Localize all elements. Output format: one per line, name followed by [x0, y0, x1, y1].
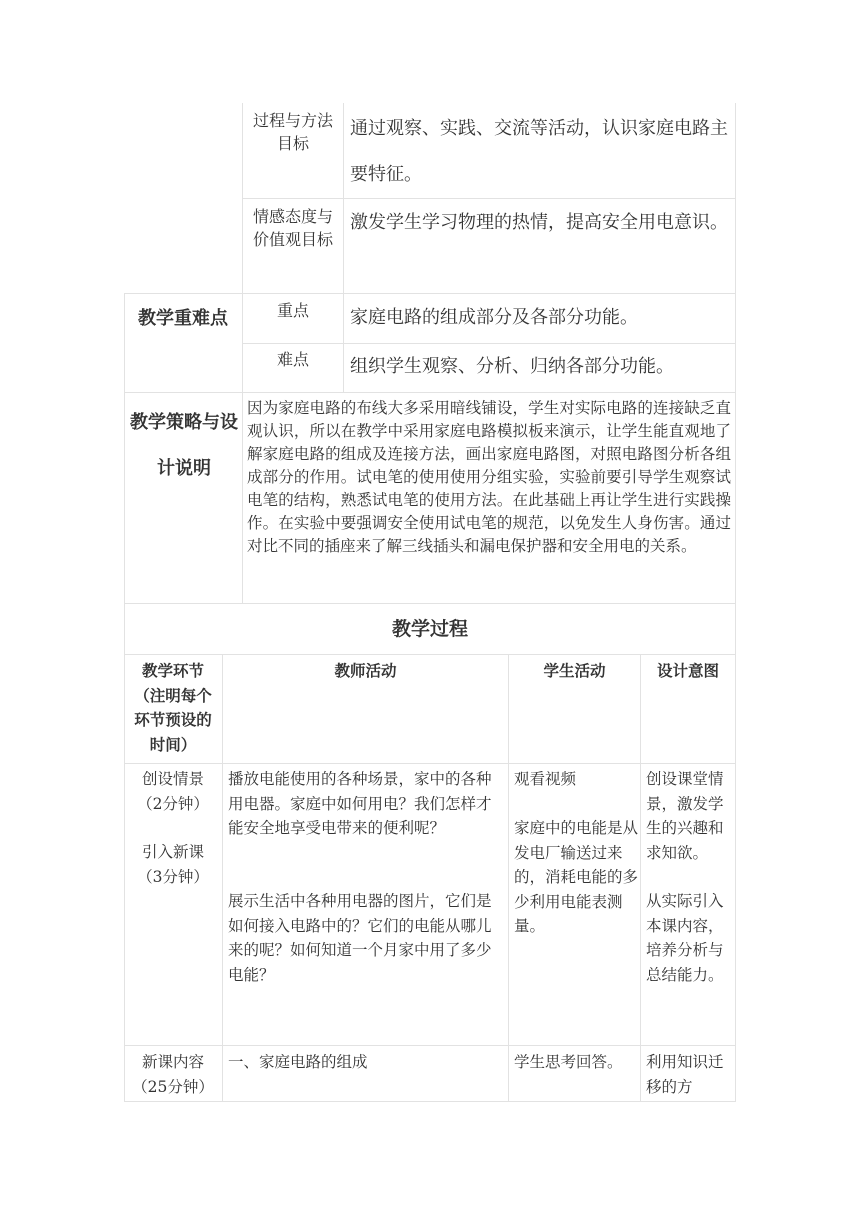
strategy-text: 因为家庭电路的布线大多采用暗线铺设，学生对实际电路的连接缺乏直观认识，所以在教学中采用家庭电路模拟板来演示，让学生能直观地了解家庭电路的组成及连接方法，画出家庭电路图，对照电路图分析各组成部分的作用。试电笔的使用使用分组实验，实验前要引导学生观察试电笔的结构，熟悉试电笔的使用方法。在此基础上再让学生进行实践操作。在实验中要强调安全使用试电笔的规范，以免发生人身伤害。通过对比不同的插座来了解三线插头和漏电保护器和安全用电的关系。	[247, 399, 731, 555]
row1-teacher-activity-b: 展示生活中各种用电器的图片，它们是如何接入电路中的？它们的电能从哪儿来的呢？如何知道一个月家中用了多少电能？	[228, 892, 492, 984]
emotion-objective-text: 激发学生学习物理的热情，提高安全用电意识。	[350, 212, 728, 233]
row1-stage-intro-scene: 创设情景（2分钟）	[137, 770, 209, 813]
row-divider-1	[242, 198, 736, 199]
process-objective-label: 过程与方法目标	[252, 111, 333, 153]
header-stage: 教学环节（注明每个环节预设的时间）	[134, 662, 212, 754]
row-divider-2	[124, 293, 736, 294]
emotion-objective-label: 情感态度与价值观目标	[252, 207, 333, 249]
objective-label-divider	[343, 103, 344, 392]
process-title: 教学过程	[391, 618, 468, 640]
process-col-divider-3	[640, 654, 641, 1102]
table-border-left-outer	[124, 293, 125, 1102]
row2-stage: 新课内容（25分钟）	[132, 1053, 214, 1096]
header-intent: 设计意图	[656, 662, 719, 680]
row2-teacher-activity: 一、家庭电路的组成	[228, 1053, 368, 1071]
row2-design-intent: 利用知识迁移的方	[646, 1053, 724, 1096]
row1-student-activity-b: 家庭中的电能是从发电厂输送过来的，消耗电能的多少利用电能表测量。	[514, 819, 639, 935]
row-divider-7	[124, 763, 736, 764]
row2-student-activity: 学生思考回答。	[514, 1053, 623, 1071]
row-divider-5	[124, 603, 736, 604]
row-divider-3	[242, 343, 736, 344]
row-divider-8	[124, 1045, 736, 1046]
process-col-divider-2	[508, 654, 509, 1102]
header-teacher: 教师活动	[334, 662, 397, 680]
row-divider-4	[124, 392, 736, 393]
header-student: 学生活动	[543, 662, 606, 680]
strategy-heading: 教学策略与设计说明	[130, 412, 238, 479]
difficulty-label: 难点	[276, 350, 309, 369]
row1-design-intent-b: 从实际引入本课内容，培养分析与总结能力。	[646, 892, 724, 984]
difficulty-text: 组织学生观察、分析、归纳各部分功能。	[350, 356, 674, 377]
row1-student-activity-a: 观看视频	[514, 770, 577, 788]
table-border-bottom	[124, 1101, 736, 1102]
row1-stage-new-lesson: 引入新课（3分钟）	[137, 843, 209, 886]
row1-design-intent-a: 创设课堂情景，激发学生的兴趣和求知欲。	[646, 770, 724, 862]
row-divider-6	[124, 654, 736, 655]
key-point-text: 家庭电路的组成部分及各部分功能。	[350, 307, 638, 328]
key-point-label: 重点	[276, 301, 309, 320]
process-objective-text: 通过观察、实践、交流等活动，认识家庭电路主要特征。	[350, 118, 728, 185]
key-points-heading: 教学重难点	[138, 308, 228, 329]
row1-teacher-activity-a: 播放电能使用的各种场景，家中的各种用电器。家庭中如何用电？我们怎样才能安全地享受电带来的便利呢？	[228, 770, 492, 837]
process-col-divider-1	[222, 654, 223, 1102]
